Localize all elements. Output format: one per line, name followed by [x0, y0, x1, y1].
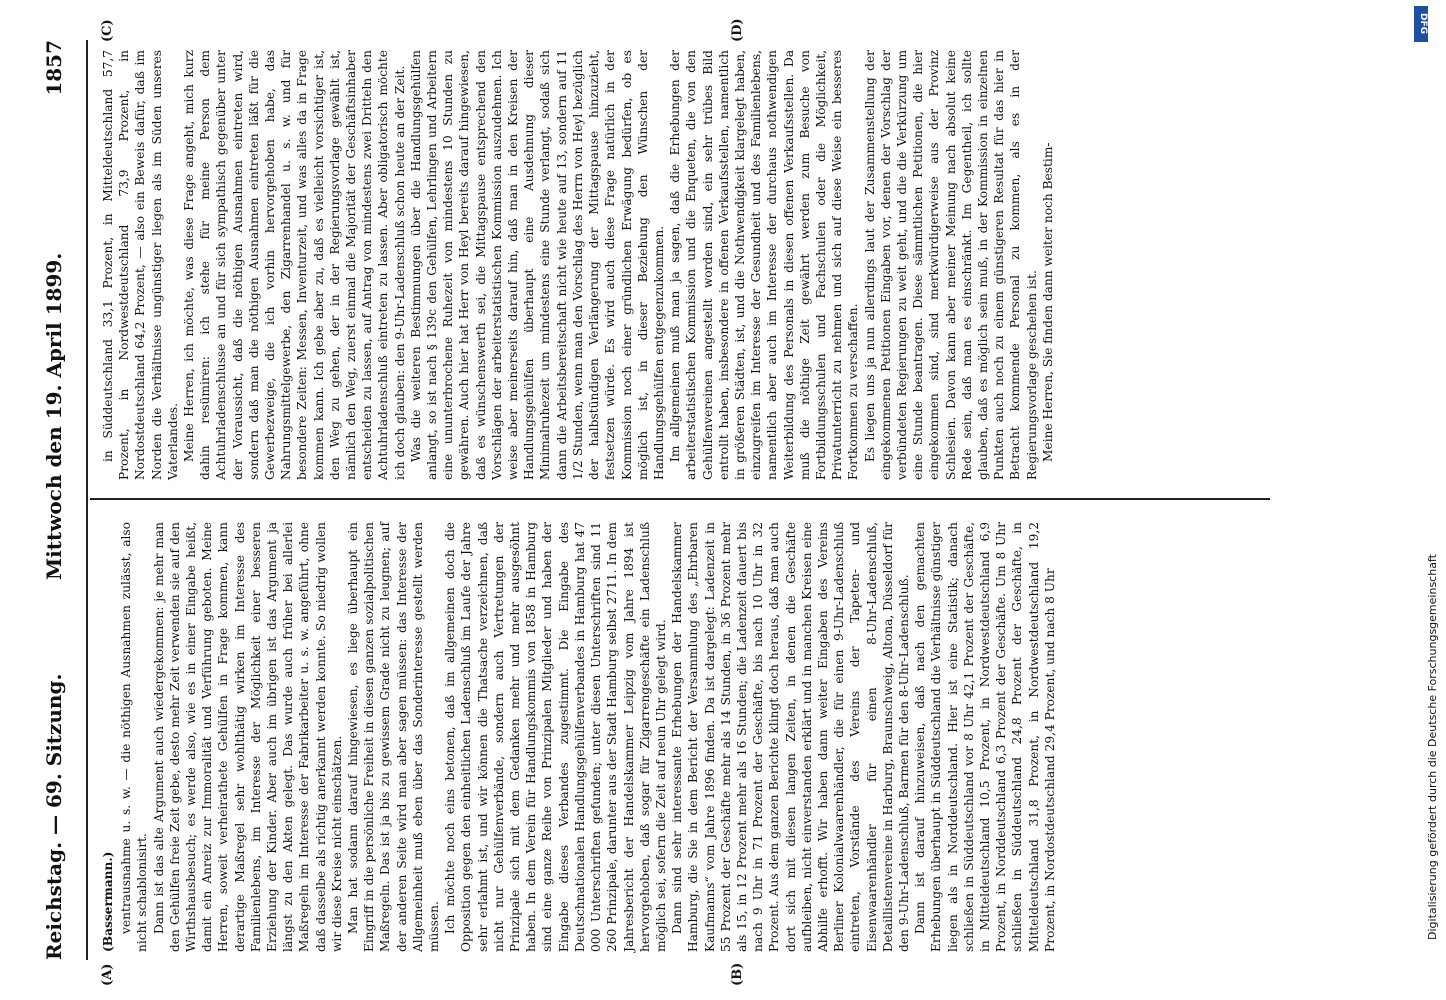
right-column [100, 50, 1300, 480]
paragraph: in Süddeutschland 33,1 Prozent, in Mitteldeutschland 57,7 Prozent, in Nordwestdeutschland 73,9 Prozent, in Nordostdeutschland 64,2 Prozent, — also ein Beweis dafür, daß im Norden die Verhältnisse ungünstiger liegen als im Süden unseres Vaterlandes. [101, 50, 180, 480]
column-divider [90, 498, 1270, 500]
header-session: Reichstag. — 69. Sitzung. [42, 673, 66, 960]
margin-mark-b: (B) [730, 962, 745, 986]
digitization-note: Digitalisierung gefördert durch die Deutsche Forschungsgemeinschaft [1426, 554, 1439, 940]
page-number: 1857 [42, 40, 66, 96]
paragraph: Dann sind sehr interessante Erhebungen der Handelskammer Hamburg, die Sie in dem Bericht der Versammlung des „Ehrbaren Kaufmanns“ vom Jahre 1896 finden. Da ist dargelegt: Ladenzeit in 55 Prozent der Geschäfte mehr als 14 Stunden, in 36 Prozent mehr als 15, in 12 Prozent mehr als 16 Stunden; die Ladenzeit dauert bis nach 9 Uhr in 71 Prozent der Geschäfte, bis nach 10 Uhr in 32 Prozent. Aus dem ganzen Berichte klingt doch heraus, daß man auch dort sich mit diesen langen Zeiten, in denen die Geschäfte aufbleiben, nicht einverstanden erklärt und in manchen Kreisen eine Abhilfe erhofft. Wir haben dann weiter Eingaben des Vereins Berliner Kolonialwaarenhändler, die für einen 9-Uhr-Ladenschluß eintreten, Vorstände des Vereins der Tapeten- und Eisenwaarenhändler für einen 8-Uhr-Ladenschluß, Detaillistenvereine in Harburg, Braunschweig, Altona, Düsseldorf für den 9-Uhr-Ladenschluß, Barmen für den 8-Uhr-Ladenschluß. [670, 522, 911, 952]
left-column [100, 522, 1300, 952]
speaker-name: (Bassermann.) [101, 851, 115, 952]
paragraph: ventrausnahme u. s. w. — die nöthigen Ausnahmen zulässt, also nicht schablonisirt. [119, 522, 150, 952]
paragraph: Es liegen uns ja nun allerdings laut der Zusammenstellung der eingekommenen Petitionen Eingaben vor, denen der Vorschlag der verbündeten Regierungen zu weit geht, und die die Verkürzung um eine Stunde beantragen. Diese sämmtlichen Petitionen, die hier eingekommen sind, sind merkwürdigerweise aus der Provinz Schlesien. Davon kann aber meiner Meinung nach absolut keine Rede sein, daß man es einschränkt. Im Gegentheil, ich sollte glauben, daß es möglich sein muß, in der Kommission in einzelnen Punkten auch noch zu einem günstigeren Resultat für das hier in Betracht kommende Personal zu kommen, als es in der Regierungsvorlage geschehen ist. [862, 50, 1039, 480]
header-rule [86, 40, 88, 960]
dfg-logo: DFG [1414, 6, 1428, 42]
paragraph: Meine Herren, ich möchte, was diese Frage angeht, mich kurz dahin resümiren: ich stehe für meine Person dem Achtuhrladenschlusse an und für sich sympathisch gegenüber unter der Voraussicht, daß die nöthigen Ausnahmen eintreten wird, sondern daß man die nöthigen Ausnahmen eintreten läßt für die Gewerbezweige, die ich vorhin hervorgehoben habe, das Nahrungsmittelgewerbe, den Zigarrenhandel u. s. w. und für besondere Zeiten: Messen, Inventurzeit, und was alles da in Frage kommen kann. Ich gebe aber zu, daß es vielleicht vorsichtiger ist, den Weg zu gehen, der in der Regierungsvorlage gewählt ist, nämlich den Weg, zuerst einmal die Majorität der Geschäftsinhaber entscheiden zu lassen, auf Antrag von mindestens zwei Dritteln den Achtuhrladenschluß eintreten zu lassen. Aber obligatorisch möchte ich doch glauben: den 9-Uhr-Ladenschluß schon heute an der Zeit. [182, 50, 407, 480]
paragraph: Meine Herren, Sie finden dann weiter noch Bestim- [1040, 142, 1055, 462]
page-header [42, 40, 82, 960]
paragraph: Ich möchte noch eins betonen, daß im allgemeinen doch die Opposition gegen den einheitlichen Ladenschluß im Laufe der Jahre sehr erlahmt ist, und wir können die Thatsache verzeichnen, daß nicht nur Gehülfenverbände, sondern auch Vertretungen der Prinzipale sich mit dem Gedanken mehr und mehr ausgesöhnt haben. In dem Verein für Handlungskommis von 1858 in Hamburg sind eine ganze Reihe von Prinzipalen Mitglieder und haben der Eingabe dieses Verbandes zugestimmt. Die Eingabe des Deutschnationalen Handlungsgehülfenverbandes in Hamburg hat 47 000 Unterschriften gefunden; unter diesen Unterschriften sind 11 260 Prinzipale, darunter aus der Stadt Hamburg selbst 2711. In dem Jahresbericht der Handelskammer Leipzig vom Jahre 1894 ist hervorgehoben, daß sogar für Zigarrengeschäfte ein Ladenschluß möglich sei, sofern die Zeit auf neun Uhr gelegt wird. [443, 522, 668, 952]
paragraph: Man hat sodann darauf hingewiesen, es liege überhaupt ein Eingriff in die persönliche Freiheit in diesen ganzen sozialpolitischen Maßregeln. Das ist ja bis zu gewissem Grade nicht zu leugnen; auf der anderen Seite wird man aber sagen müssen: das Interesse der Allgemeinheit muß eben über das Sonderinteresse gestellt werden müssen. [346, 522, 442, 952]
paragraph: Dann ist das alte Argument auch wiedergekommen: je mehr man den Gehülfen freie Zeit gebe, desto mehr Zeit verwenden sie auf den Wirthshausbesuch; es werde also, wie es in einer Eingabe heißt, damit ein Anreiz zur Immoralität und Verführung geboten. Meine Herren, soweit verheirathete Gehülfen in Frage kommen, kann derartige Maßregel sehr wohlthätig wirken im Interesse des Familienlebens, im Interesse der Möglichkeit einer besseren Erziehung der Kinder. Aber auch im übrigen ist das Argument ja längst zu den Akten gelegt. Das wurde auch früher bei allerlei Maßregeln im Interesse der Fabrikarbeiter u. s. w. angeführt, ohne daß dasselbe als richtig anerkannt werden konnte. So niedrig wollen wir diese Kreise nicht einschätzen. [151, 522, 344, 952]
digitization-sidebar [1404, 10, 1439, 990]
header-date: Mittwoch den 19. April 1899. [42, 252, 66, 580]
paragraph: Im allgemeinen muß man ja sagen, daß die Erhebungen der arbeiterstatistischen Kommission und die Enqueten, die von den Gehülfenvereinen angestellt worden sind, ein sehr trübes Bild entrollt haben, insbesondere in offenen Verkaufsstellen, namentlich in größeren Städten, ist, und die Nothwendigkeit klargelegt haben, einzugreifen im Interesse der Gesundheit und des Familienlebens, namentlich aber auch im Interesse der durchaus nothwendigen Weiterbildung des Personals in diesen offenen Verkaufsstellen. Da muß die nöthige Zeit gewährt werden zum Besuche von Fortbildungsschulen und Fachschulen oder die Möglichkeit, Privatunterricht zu nehmen und sich auf diese Weise ein besseres Fortkommen zu verschaffen. [668, 50, 861, 480]
margin-mark-c: (C) [100, 19, 115, 42]
margin-mark-d: (D) [730, 18, 745, 42]
paragraph: Was die weiteren Bestimmungen über die Handlungsgehülfen anlangt, so ist nach § 139c den Gehülfen, Lehrlingen und Arbeitern eine ununterbrochene Ruhezeit von mindestens 10 Stunden zu gewähren. Auch hier hat Herr von Heyl bereits darauf hingewiesen, daß es wünschenswerth sei, die Mittagspause entsprechend den Vorschlägen der arbeiterstatistischen Kommission auszudehnen. Ich weise aber meinerseits darauf hin, daß man in den Kreisen der Handlungsgehülfen überhaupt eine Ausdehnung dieser Minimalruhezeit um mindestens eine Stunde verlangt, sodaß sich dann die Arbeitsbereitschaft nicht wie heute auf 13, sondern auf 11 1/2 Stunden, wenn man den Vorschlag des Herrn von Heyl bezüglich der halbstündigen Verlängerung der Mittagspause hinzuzieht, festsetzen würde. Es wird auch diese Frage natürlich in der Kommission noch einer gründlichen Erwägung bedürfen, ob es möglich ist, in dieser Beziehung den Wünschen der Handlungsgehülfen entgegenzukommen. [408, 50, 666, 480]
paragraph: Dann ist darauf hinzuweisen, daß nach den gemachten Erhebungen überhaupt in Süddeutschland die Verhältnisse günstiger liegen als in Norddeutschland. Hier ist eine Statistik; danach schließen in Süddeutschland vor 8 Uhr 42,1 Prozent der Geschäfte, in Mitteldeutschland 10,5 Prozent, in Nordwestdeutschland 6,9 Prozent, in Norddeutschland 6,3 Prozent der Geschäfte. Um 8 Uhr schließen in Süddeutschland 24,8 Prozent der Geschäfte, in Mitteldeutschland 31,8 Prozent, in Nordwestdeutschland 19,2 Prozent, in Nordostdeutschland 29,4 Prozent, und nach 8 Uhr [913, 522, 1057, 952]
margin-mark-a: (A) [100, 963, 115, 986]
